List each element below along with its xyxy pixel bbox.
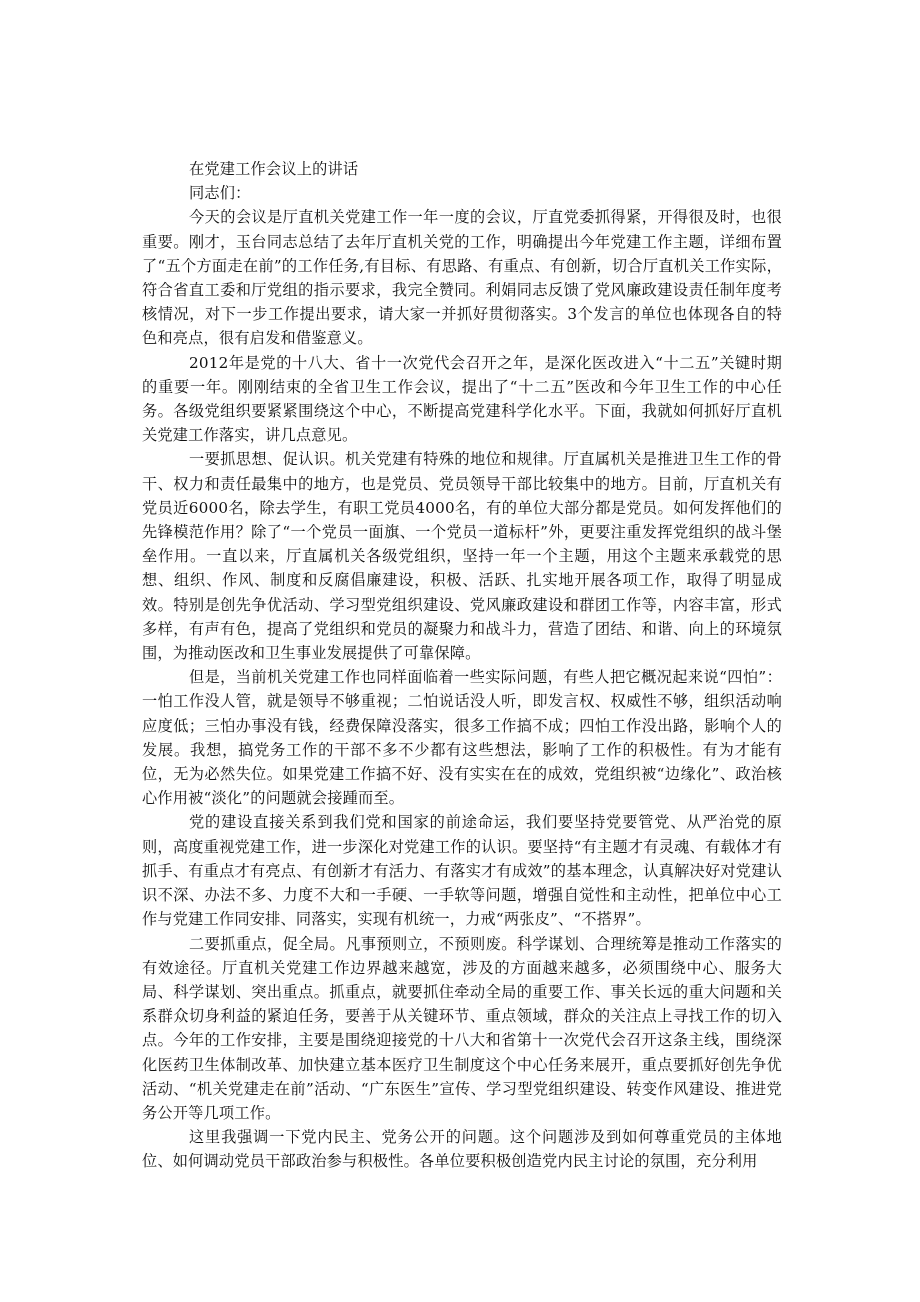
salutation: 同志们： — [189, 184, 251, 203]
paragraph-5: 党的建设直接关系到我们党和国家的前途命运，我们要坚持党要管党、从严治党的原则，高度重视党建工作，进一步深化对党建工作的认识。要坚持“有主题才有灵魂、有载体才有抓手、有重点才有亮点、有创新才有活力、有落实才有成效”的基本理念，认真解决好对党建认识不深、办法不多、力度不大和一手硬、一手软等问题，增强自觉性和主动性，把单位中心工作与党建工作同安排、同落实，实现有机统一，力戒“两张皮”、“不搭界”。 — [142, 813, 782, 929]
document-page — [142, 157, 782, 1174]
paragraph-7: 这里我强调一下党内民主、党务公开的问题。这个问题涉及到如何尊重党员的主体地位、如何调动党员干部政治参与积极性。各单位要积极创造党内民主讨论的氛围，充分利用 — [142, 1128, 782, 1171]
paragraph-1: 今天的会议是厅直机关党建工作一年一度的会议，厅直党委抓得紧，开得很及时，也很重要。刚才，玉台同志总结了去年厅直机关党的工作，明确提出今年党建工作主题，详细布置了“五个方面走在前”的工作任务,有目标、有思路、有重点、有创新，切合厅直机关工作实际，符合省直工委和厅党组的指示要求，我完全赞同。利娟同志反馈了党风廉政建设责任制年度考核情况，对下一步工作提出要求，请大家一并抓好贯彻落实。3个发言的单位也体现各自的特色和亮点，很有启发和借鉴意义。 — [142, 208, 782, 348]
paragraph-6: 二要抓重点，促全局。凡事预则立，不预则废。科学谋划、合理统筹是推动工作落实的有效途径。厅直机关党建工作边界越来越宽，涉及的方面越来越多，必须围绕中心、服务大局、科学谋划、突出重点。抓重点，就要抓住牵动全局的重要工作、事关长远的重大问题和关系群众切身利益的紧迫任务，要善于从关键环节、重点领域，群众的关注点上寻找工作的切入点。今年的工作安排，主要是围绕迎接党的十八大和省第十一次党代会召开这条主线，围绕深化医药卫生体制改革、加快建立基本医疗卫生制度这个中心任务来展开，重点要抓好创先争优活动、“机关党建走在前”活动、“广东医生”宣传、学习型党组织建设、转变作风建设、推进党务公开等几项工作。 — [142, 934, 782, 1122]
paragraph-3: 一要抓思想、促认识。机关党建有特殊的地位和规律。厅直属机关是推进卫生工作的骨干、权力和责任最集中的地方，也是党员、党员领导干部比较集中的地方。目前，厅直机关有党员近6000名，除去学生，有职工党员4000名，有的单位大部分都是党员。如何发挥他们的先锋模范作用？除了“一个党员一面旗、一个党员一道标杆”外，更要注重发挥党组织的战斗堡垒作用。一直以来，厅直属机关各级党组织，坚持一年一个主题，用这个主题来承载党的思想、组织、作风、制度和反腐倡廉建设，积极、活跃、扎实地开展各项工作，取得了明显成效。特别是创先争优活动、学习型党组织建设、党风廉政建设和群团工作等，内容丰富，形式多样，有声有色，提高了党组织和党员的凝聚力和战斗力，营造了团结、和谐、向上的环境氛围，为推动医改和卫生事业发展提供了可靠保障。 — [142, 450, 782, 663]
document-title: 在党建工作会议上的讲话 — [189, 160, 359, 178]
paragraph-2: 2012年是党的十八大、省十一次党代会召开之年，是深化医改进入“十二五”关键时期的重要一年。刚刚结束的全省卫生工作会议，提出了“十二五”医改和今年卫生工作的中心任务。各级党组织要紧紧围绕这个中心，不断提高党建科学化水平。下面，我就如何抓好厅直机关党建工作落实，讲几点意见。 — [142, 353, 782, 445]
paragraph-4: 但是，当前机关党建工作也同样面临着一些实际问题，有些人把它概况起来说“四怕”：一怕工作没人管，就是领导不够重视；二怕说话没人听，即发言权、权威性不够，组织活动响应度低；三怕办事没有钱，经费保障没落实，很多工作搞不成；四怕工作没出路，影响个人的发展。我想，搞党务工作的干部不多不少都有这些想法，影响了工作的积极性。有为才能有位，无为必然失位。如果党建工作搞不好、没有实实在在的成效，党组织被“边缘化”、政治核心作用被“淡化”的问题就会接踵而至。 — [142, 668, 782, 808]
